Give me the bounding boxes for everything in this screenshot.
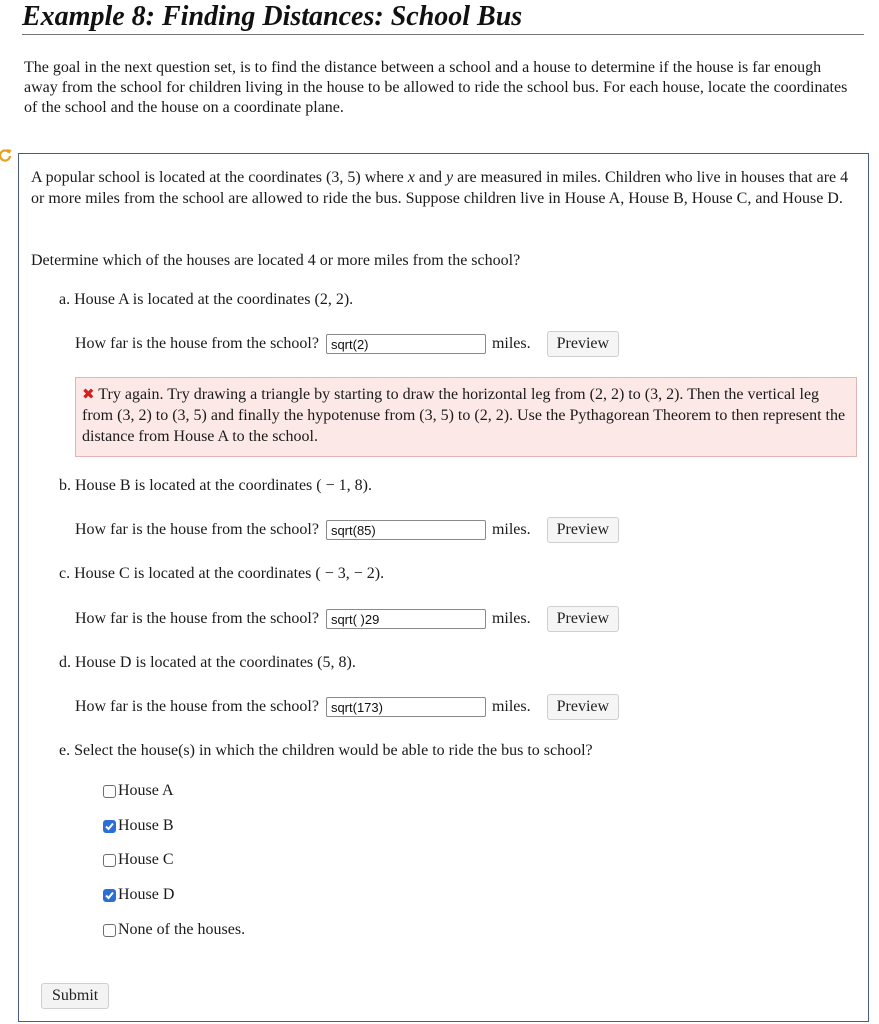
part-a-preview-button[interactable]: Preview bbox=[547, 331, 619, 357]
part-b-label: b. House B is located at the coordinates ( − 1, 8). bbox=[59, 477, 372, 494]
part-a-question: How far is the house from the school? sqrt(2) miles. Preview bbox=[75, 332, 619, 356]
choice-house-c[interactable]: House C bbox=[103, 850, 174, 870]
part-a-label: a. House A is located at the coordinates (2, 2). bbox=[59, 291, 354, 308]
part-b-answer-input[interactable] bbox=[326, 520, 486, 540]
checkbox-house-d[interactable] bbox=[103, 889, 116, 902]
determine-prompt: Determine which of the houses are located 4 or more miles from the school? bbox=[31, 252, 521, 269]
part-d-answer-input[interactable] bbox=[326, 697, 486, 717]
part-c-answer-input[interactable] bbox=[326, 609, 486, 629]
part-d-question: How far is the house from the school? sqrt(173) miles. Preview bbox=[75, 695, 619, 719]
part-d-preview-button[interactable]: Preview bbox=[547, 694, 619, 720]
checkbox-house-c[interactable] bbox=[103, 854, 116, 867]
choice-house-a[interactable]: House A bbox=[103, 781, 174, 801]
part-c-label: c. House C is located at the coordinates ( − 3, − 2). bbox=[59, 565, 385, 582]
submit-button[interactable]: Submit bbox=[41, 983, 109, 1009]
part-c-preview-button[interactable]: Preview bbox=[547, 606, 619, 632]
part-e-label: e. Select the house(s) in which the children would be able to ride the bus to school? bbox=[59, 742, 593, 759]
page-title: Example 8: Finding Distances: School Bus bbox=[22, 0, 864, 35]
intro-paragraph: The goal in the next question set, is to find the distance between a school and a house to determine if the house is far enough away from the school for children living in the house to be allowed to ride the school bus. For each house, locate the coordinates of the school and the house on a coordinate plane. bbox=[24, 59, 848, 116]
part-b-question: How far is the house from the school? sqrt(85) miles. Preview bbox=[75, 518, 619, 542]
choice-house-b[interactable]: House B bbox=[103, 816, 174, 836]
checkbox-house-a[interactable] bbox=[103, 785, 116, 798]
part-b-preview-button[interactable]: Preview bbox=[547, 517, 619, 543]
choice-house-d[interactable]: House D bbox=[103, 885, 174, 905]
reload-icon[interactable] bbox=[0, 148, 12, 162]
part-d-label: d. House D is located at the coordinates (5, 8). bbox=[59, 654, 356, 671]
part-c-question: How far is the house from the school? sqrt( )29 miles. Preview bbox=[75, 607, 619, 631]
checkbox-none[interactable] bbox=[103, 924, 116, 937]
part-a-answer-input[interactable] bbox=[326, 334, 486, 354]
problem-statement: A popular school is located at the coordinates (3, 5) where x and y are measured in miles. Children who live in houses that are 4 or more miles from the school are allowed to ride the bus. Suppose children live in House A, House B, House C, and House D. bbox=[31, 169, 849, 207]
choice-none[interactable]: None of the houses. bbox=[103, 920, 245, 940]
feedback-message: ✖ Try again. Try drawing a triangle by starting to draw the horizontal leg from (2, 2) to (3, 2). Then the vertical leg from (3, 2) to (3, 5) and finally the hypotenuse from (3, 5) to (2, 2). Use the Pythagorean Theorem to then represent the distance from House A to the school. bbox=[75, 377, 857, 457]
error-x-icon: ✖ bbox=[82, 385, 95, 403]
checkbox-house-b[interactable] bbox=[103, 820, 116, 833]
